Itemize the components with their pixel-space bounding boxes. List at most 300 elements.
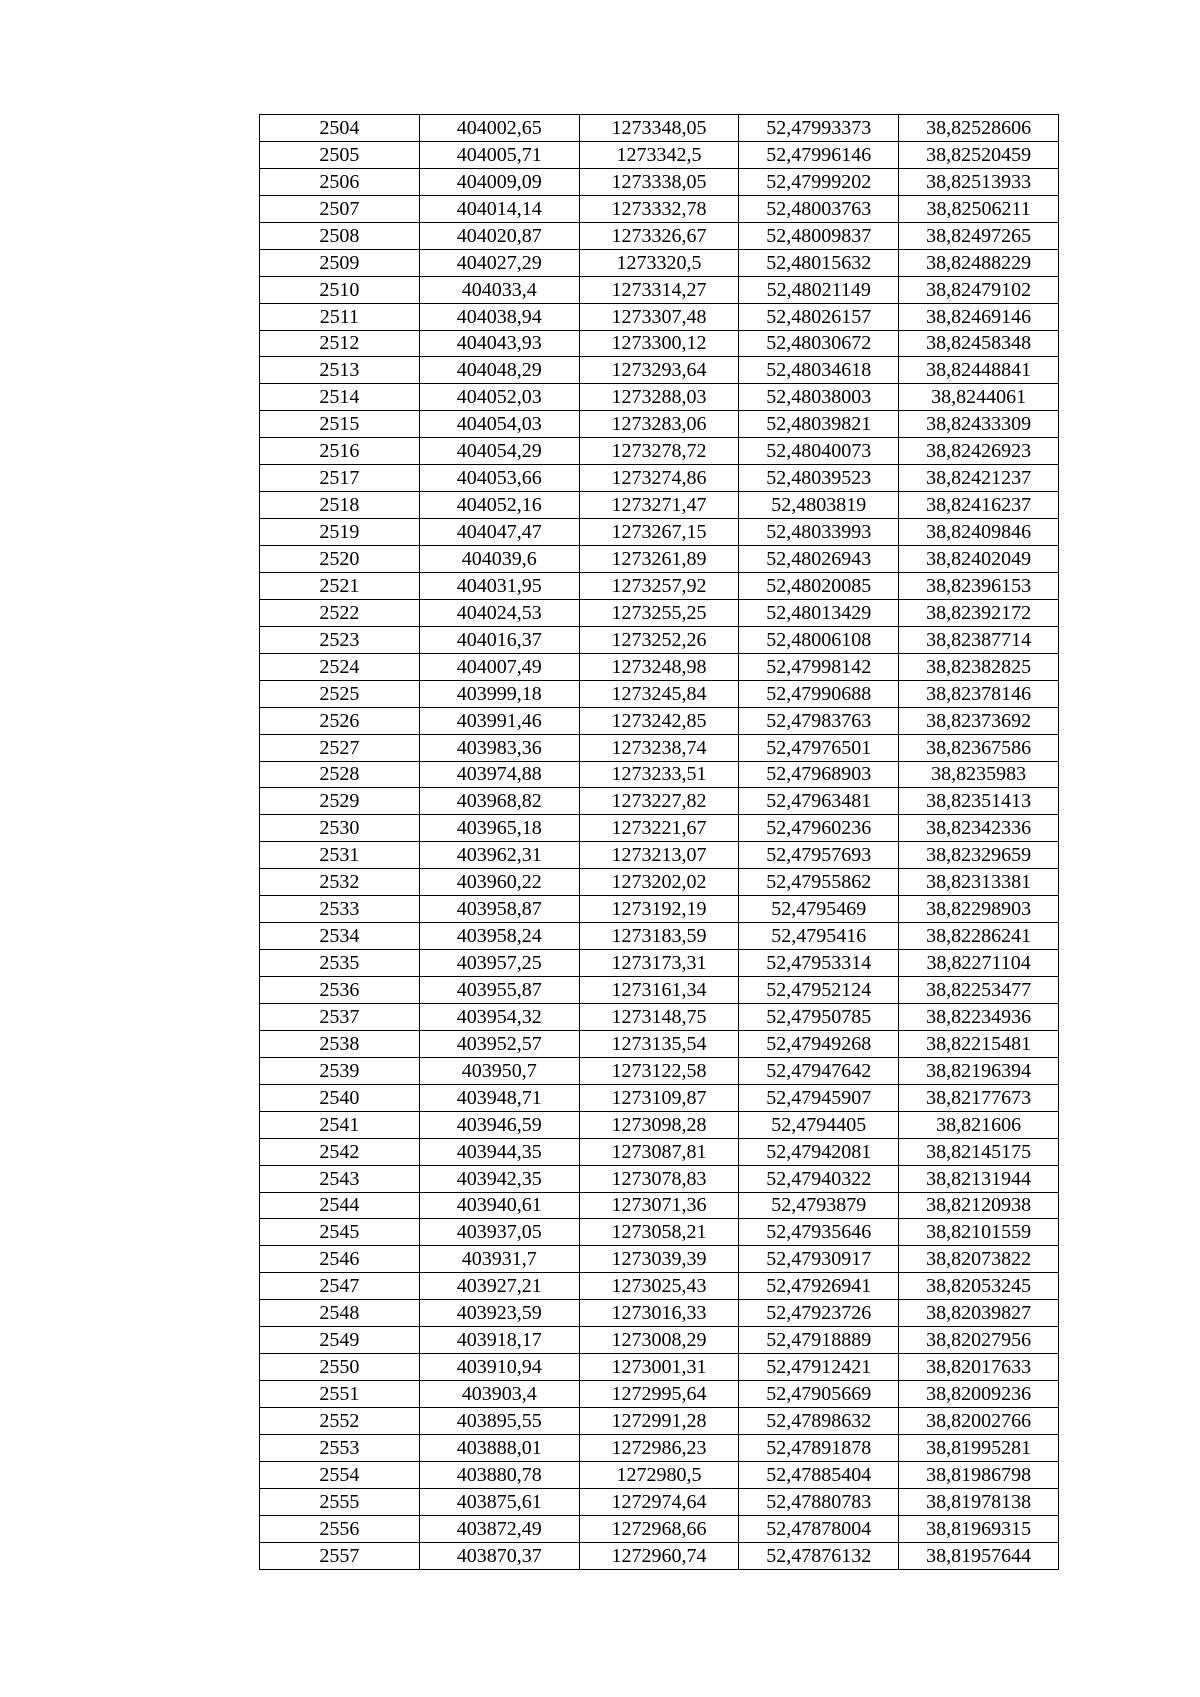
x-coordinate-cell: 403937,05 (419, 1219, 579, 1246)
x-coordinate-cell: 403991,46 (419, 707, 579, 734)
longitude-cell: 38,82009236 (899, 1381, 1059, 1408)
latitude-cell: 52,47953314 (739, 950, 899, 977)
table-row (260, 707, 1059, 734)
table-row (260, 653, 1059, 680)
y-coordinate-cell: 1272995,64 (579, 1381, 739, 1408)
longitude-cell: 38,82506211 (899, 195, 1059, 222)
y-coordinate-cell: 1273278,72 (579, 438, 739, 465)
table-row (260, 1003, 1059, 1030)
table-row (260, 842, 1059, 869)
longitude-cell: 38,82479102 (899, 276, 1059, 303)
x-coordinate-cell: 404048,29 (419, 357, 579, 384)
x-coordinate-cell: 404052,03 (419, 384, 579, 411)
point-number-cell: 2509 (260, 249, 420, 276)
longitude-cell: 38,81986798 (899, 1461, 1059, 1488)
y-coordinate-cell: 1273202,02 (579, 869, 739, 896)
latitude-cell: 52,47947642 (739, 1057, 899, 1084)
y-coordinate-cell: 1273238,74 (579, 734, 739, 761)
x-coordinate-cell: 404053,66 (419, 465, 579, 492)
point-number-cell: 2511 (260, 303, 420, 330)
latitude-cell: 52,47930917 (739, 1246, 899, 1273)
x-coordinate-cell: 403958,24 (419, 923, 579, 950)
latitude-cell: 52,47891878 (739, 1434, 899, 1461)
y-coordinate-cell: 1273338,05 (579, 168, 739, 195)
point-number-cell: 2546 (260, 1246, 420, 1273)
point-number-cell: 2551 (260, 1381, 420, 1408)
latitude-cell: 52,4794405 (739, 1111, 899, 1138)
table-row (260, 1246, 1059, 1273)
table-row (260, 869, 1059, 896)
point-number-cell: 2520 (260, 546, 420, 573)
y-coordinate-cell: 1273245,84 (579, 680, 739, 707)
table-row (260, 1057, 1059, 1084)
table-row (260, 384, 1059, 411)
table-row (260, 761, 1059, 788)
y-coordinate-cell: 1273183,59 (579, 923, 739, 950)
longitude-cell: 38,82313381 (899, 869, 1059, 896)
longitude-cell: 38,82027956 (899, 1327, 1059, 1354)
coordinates-table (259, 114, 1059, 1570)
table-row (260, 1273, 1059, 1300)
table-row (260, 1542, 1059, 1569)
x-coordinate-cell: 403942,35 (419, 1165, 579, 1192)
latitude-cell: 52,48033993 (739, 519, 899, 546)
latitude-cell: 52,48015632 (739, 249, 899, 276)
longitude-cell: 38,82131944 (899, 1165, 1059, 1192)
latitude-cell: 52,47996146 (739, 141, 899, 168)
table-row (260, 276, 1059, 303)
latitude-cell: 52,48039523 (739, 465, 899, 492)
x-coordinate-cell: 403999,18 (419, 680, 579, 707)
point-number-cell: 2541 (260, 1111, 420, 1138)
longitude-cell: 38,82488229 (899, 249, 1059, 276)
y-coordinate-cell: 1273213,07 (579, 842, 739, 869)
longitude-cell: 38,82497265 (899, 222, 1059, 249)
longitude-cell: 38,81995281 (899, 1434, 1059, 1461)
longitude-cell: 38,82520459 (899, 141, 1059, 168)
point-number-cell: 2518 (260, 492, 420, 519)
table-row (260, 1030, 1059, 1057)
latitude-cell: 52,47993373 (739, 115, 899, 142)
latitude-cell: 52,47990688 (739, 680, 899, 707)
point-number-cell: 2507 (260, 195, 420, 222)
longitude-cell: 38,82528606 (899, 115, 1059, 142)
longitude-cell: 38,82298903 (899, 896, 1059, 923)
point-number-cell: 2530 (260, 815, 420, 842)
latitude-cell: 52,47949268 (739, 1030, 899, 1057)
y-coordinate-cell: 1273348,05 (579, 115, 739, 142)
x-coordinate-cell: 403962,31 (419, 842, 579, 869)
point-number-cell: 2506 (260, 168, 420, 195)
table-row (260, 357, 1059, 384)
table-row (260, 1219, 1059, 1246)
latitude-cell: 52,48026157 (739, 303, 899, 330)
table-row (260, 411, 1059, 438)
x-coordinate-cell: 403952,57 (419, 1030, 579, 1057)
longitude-cell: 38,82387714 (899, 626, 1059, 653)
point-number-cell: 2547 (260, 1273, 420, 1300)
coordinates-table-body (260, 115, 1059, 1570)
latitude-cell: 52,47999202 (739, 168, 899, 195)
x-coordinate-cell: 403903,4 (419, 1381, 579, 1408)
point-number-cell: 2517 (260, 465, 420, 492)
table-row (260, 492, 1059, 519)
latitude-cell: 52,47998142 (739, 653, 899, 680)
longitude-cell: 38,82196394 (899, 1057, 1059, 1084)
longitude-cell: 38,82426923 (899, 438, 1059, 465)
point-number-cell: 2550 (260, 1354, 420, 1381)
point-number-cell: 2529 (260, 788, 420, 815)
x-coordinate-cell: 403968,82 (419, 788, 579, 815)
table-row (260, 465, 1059, 492)
table-row (260, 1381, 1059, 1408)
longitude-cell: 38,82120938 (899, 1192, 1059, 1219)
latitude-cell: 52,48013429 (739, 599, 899, 626)
y-coordinate-cell: 1273058,21 (579, 1219, 739, 1246)
table-row (260, 1192, 1059, 1219)
y-coordinate-cell: 1272991,28 (579, 1408, 739, 1435)
x-coordinate-cell: 403875,61 (419, 1488, 579, 1515)
latitude-cell: 52,48006108 (739, 626, 899, 653)
latitude-cell: 52,47926941 (739, 1273, 899, 1300)
x-coordinate-cell: 404016,37 (419, 626, 579, 653)
y-coordinate-cell: 1272974,64 (579, 1488, 739, 1515)
x-coordinate-cell: 403957,25 (419, 950, 579, 977)
x-coordinate-cell: 404024,53 (419, 599, 579, 626)
longitude-cell: 38,82513933 (899, 168, 1059, 195)
y-coordinate-cell: 1273248,98 (579, 653, 739, 680)
x-coordinate-cell: 403944,35 (419, 1138, 579, 1165)
table-row (260, 599, 1059, 626)
point-number-cell: 2554 (260, 1461, 420, 1488)
table-row (260, 115, 1059, 142)
longitude-cell: 38,82145175 (899, 1138, 1059, 1165)
table-row (260, 168, 1059, 195)
y-coordinate-cell: 1273314,27 (579, 276, 739, 303)
y-coordinate-cell: 1273227,82 (579, 788, 739, 815)
x-coordinate-cell: 403946,59 (419, 1111, 579, 1138)
y-coordinate-cell: 1273039,39 (579, 1246, 739, 1273)
point-number-cell: 2534 (260, 923, 420, 950)
longitude-cell: 38,82073822 (899, 1246, 1059, 1273)
x-coordinate-cell: 404031,95 (419, 572, 579, 599)
x-coordinate-cell: 403974,88 (419, 761, 579, 788)
y-coordinate-cell: 1272960,74 (579, 1542, 739, 1569)
latitude-cell: 52,48034618 (739, 357, 899, 384)
y-coordinate-cell: 1273257,92 (579, 572, 739, 599)
x-coordinate-cell: 404009,09 (419, 168, 579, 195)
x-coordinate-cell: 404043,93 (419, 330, 579, 357)
longitude-cell: 38,82215481 (899, 1030, 1059, 1057)
latitude-cell: 52,47885404 (739, 1461, 899, 1488)
x-coordinate-cell: 403888,01 (419, 1434, 579, 1461)
y-coordinate-cell: 1273300,12 (579, 330, 739, 357)
longitude-cell: 38,82458348 (899, 330, 1059, 357)
y-coordinate-cell: 1273071,36 (579, 1192, 739, 1219)
point-number-cell: 2536 (260, 977, 420, 1004)
latitude-cell: 52,48040073 (739, 438, 899, 465)
x-coordinate-cell: 403940,61 (419, 1192, 579, 1219)
y-coordinate-cell: 1273078,83 (579, 1165, 739, 1192)
latitude-cell: 52,48020085 (739, 572, 899, 599)
y-coordinate-cell: 1272968,66 (579, 1515, 739, 1542)
y-coordinate-cell: 1273332,78 (579, 195, 739, 222)
table-row (260, 1488, 1059, 1515)
longitude-cell: 38,82396153 (899, 572, 1059, 599)
table-row (260, 1434, 1059, 1461)
latitude-cell: 52,47942081 (739, 1138, 899, 1165)
latitude-cell: 52,4793879 (739, 1192, 899, 1219)
latitude-cell: 52,4803819 (739, 492, 899, 519)
y-coordinate-cell: 1273109,87 (579, 1084, 739, 1111)
longitude-cell: 38,82421237 (899, 465, 1059, 492)
table-row (260, 950, 1059, 977)
longitude-cell: 38,82433309 (899, 411, 1059, 438)
table-row (260, 1327, 1059, 1354)
point-number-cell: 2533 (260, 896, 420, 923)
point-number-cell: 2557 (260, 1542, 420, 1569)
longitude-cell: 38,82448841 (899, 357, 1059, 384)
table-row (260, 896, 1059, 923)
point-number-cell: 2519 (260, 519, 420, 546)
y-coordinate-cell: 1273342,5 (579, 141, 739, 168)
latitude-cell: 52,48021149 (739, 276, 899, 303)
point-number-cell: 2513 (260, 357, 420, 384)
point-number-cell: 2516 (260, 438, 420, 465)
point-number-cell: 2531 (260, 842, 420, 869)
y-coordinate-cell: 1273008,29 (579, 1327, 739, 1354)
latitude-cell: 52,48039821 (739, 411, 899, 438)
y-coordinate-cell: 1273274,86 (579, 465, 739, 492)
latitude-cell: 52,48030672 (739, 330, 899, 357)
point-number-cell: 2538 (260, 1030, 420, 1057)
longitude-cell: 38,82017633 (899, 1354, 1059, 1381)
point-number-cell: 2556 (260, 1515, 420, 1542)
point-number-cell: 2508 (260, 222, 420, 249)
latitude-cell: 52,47963481 (739, 788, 899, 815)
longitude-cell: 38,82286241 (899, 923, 1059, 950)
latitude-cell: 52,47912421 (739, 1354, 899, 1381)
x-coordinate-cell: 403923,59 (419, 1300, 579, 1327)
point-number-cell: 2549 (260, 1327, 420, 1354)
y-coordinate-cell: 1273161,34 (579, 977, 739, 1004)
x-coordinate-cell: 403948,71 (419, 1084, 579, 1111)
longitude-cell: 38,821606 (899, 1111, 1059, 1138)
table-row (260, 222, 1059, 249)
point-number-cell: 2505 (260, 141, 420, 168)
table-row (260, 1111, 1059, 1138)
longitude-cell: 38,82392172 (899, 599, 1059, 626)
y-coordinate-cell: 1272980,5 (579, 1461, 739, 1488)
table-row (260, 1084, 1059, 1111)
point-number-cell: 2555 (260, 1488, 420, 1515)
longitude-cell: 38,81969315 (899, 1515, 1059, 1542)
x-coordinate-cell: 403927,21 (419, 1273, 579, 1300)
y-coordinate-cell: 1273221,67 (579, 815, 739, 842)
table-row (260, 1461, 1059, 1488)
y-coordinate-cell: 1273283,06 (579, 411, 739, 438)
x-coordinate-cell: 403880,78 (419, 1461, 579, 1488)
point-number-cell: 2504 (260, 115, 420, 142)
table-row (260, 788, 1059, 815)
longitude-cell: 38,82002766 (899, 1408, 1059, 1435)
x-coordinate-cell: 403958,87 (419, 896, 579, 923)
x-coordinate-cell: 403872,49 (419, 1515, 579, 1542)
y-coordinate-cell: 1273016,33 (579, 1300, 739, 1327)
table-row (260, 438, 1059, 465)
x-coordinate-cell: 404047,47 (419, 519, 579, 546)
point-number-cell: 2552 (260, 1408, 420, 1435)
latitude-cell: 52,47945907 (739, 1084, 899, 1111)
y-coordinate-cell: 1273135,54 (579, 1030, 739, 1057)
latitude-cell: 52,47898632 (739, 1408, 899, 1435)
table-row (260, 1138, 1059, 1165)
longitude-cell: 38,82367586 (899, 734, 1059, 761)
longitude-cell: 38,82409846 (899, 519, 1059, 546)
latitude-cell: 52,47918889 (739, 1327, 899, 1354)
y-coordinate-cell: 1273320,5 (579, 249, 739, 276)
longitude-cell: 38,81978138 (899, 1488, 1059, 1515)
y-coordinate-cell: 1273025,43 (579, 1273, 739, 1300)
x-coordinate-cell: 403965,18 (419, 815, 579, 842)
y-coordinate-cell: 1273326,67 (579, 222, 739, 249)
y-coordinate-cell: 1273293,64 (579, 357, 739, 384)
x-coordinate-cell: 404033,4 (419, 276, 579, 303)
table-row (260, 546, 1059, 573)
longitude-cell: 38,82329659 (899, 842, 1059, 869)
longitude-cell: 38,82382825 (899, 653, 1059, 680)
table-row (260, 680, 1059, 707)
x-coordinate-cell: 403870,37 (419, 1542, 579, 1569)
longitude-cell: 38,82053245 (899, 1273, 1059, 1300)
point-number-cell: 2521 (260, 572, 420, 599)
table-row (260, 249, 1059, 276)
point-number-cell: 2548 (260, 1300, 420, 1327)
latitude-cell: 52,47968903 (739, 761, 899, 788)
longitude-cell: 38,82253477 (899, 977, 1059, 1004)
y-coordinate-cell: 1273261,89 (579, 546, 739, 573)
point-number-cell: 2540 (260, 1084, 420, 1111)
latitude-cell: 52,48026943 (739, 546, 899, 573)
x-coordinate-cell: 403895,55 (419, 1408, 579, 1435)
point-number-cell: 2527 (260, 734, 420, 761)
y-coordinate-cell: 1273192,19 (579, 896, 739, 923)
x-coordinate-cell: 404014,14 (419, 195, 579, 222)
x-coordinate-cell: 404007,49 (419, 653, 579, 680)
point-number-cell: 2524 (260, 653, 420, 680)
table-row (260, 572, 1059, 599)
longitude-cell: 38,81957644 (899, 1542, 1059, 1569)
x-coordinate-cell: 404054,29 (419, 438, 579, 465)
table-row (260, 977, 1059, 1004)
point-number-cell: 2553 (260, 1434, 420, 1461)
x-coordinate-cell: 404020,87 (419, 222, 579, 249)
latitude-cell: 52,47983763 (739, 707, 899, 734)
latitude-cell: 52,47940322 (739, 1165, 899, 1192)
x-coordinate-cell: 404039,6 (419, 546, 579, 573)
y-coordinate-cell: 1273288,03 (579, 384, 739, 411)
longitude-cell: 38,82469146 (899, 303, 1059, 330)
table-row (260, 1408, 1059, 1435)
longitude-cell: 38,82271104 (899, 950, 1059, 977)
table-row (260, 1354, 1059, 1381)
point-number-cell: 2514 (260, 384, 420, 411)
point-number-cell: 2542 (260, 1138, 420, 1165)
latitude-cell: 52,47976501 (739, 734, 899, 761)
table-row (260, 195, 1059, 222)
latitude-cell: 52,47905669 (739, 1381, 899, 1408)
longitude-cell: 38,82101559 (899, 1219, 1059, 1246)
latitude-cell: 52,47876132 (739, 1542, 899, 1569)
y-coordinate-cell: 1273233,51 (579, 761, 739, 788)
x-coordinate-cell: 403954,32 (419, 1003, 579, 1030)
longitude-cell: 38,82342336 (899, 815, 1059, 842)
longitude-cell: 38,82177673 (899, 1084, 1059, 1111)
longitude-cell: 38,82378146 (899, 680, 1059, 707)
longitude-cell: 38,82402049 (899, 546, 1059, 573)
y-coordinate-cell: 1273087,81 (579, 1138, 739, 1165)
latitude-cell: 52,47935646 (739, 1219, 899, 1246)
point-number-cell: 2532 (260, 869, 420, 896)
latitude-cell: 52,4795416 (739, 923, 899, 950)
x-coordinate-cell: 403983,36 (419, 734, 579, 761)
x-coordinate-cell: 404005,71 (419, 141, 579, 168)
latitude-cell: 52,47957693 (739, 842, 899, 869)
y-coordinate-cell: 1273148,75 (579, 1003, 739, 1030)
table-row (260, 303, 1059, 330)
table-row (260, 141, 1059, 168)
longitude-cell: 38,82416237 (899, 492, 1059, 519)
longitude-cell: 38,8244061 (899, 384, 1059, 411)
point-number-cell: 2539 (260, 1057, 420, 1084)
point-number-cell: 2512 (260, 330, 420, 357)
latitude-cell: 52,48038003 (739, 384, 899, 411)
point-number-cell: 2525 (260, 680, 420, 707)
latitude-cell: 52,47952124 (739, 977, 899, 1004)
y-coordinate-cell: 1273242,85 (579, 707, 739, 734)
table-row (260, 815, 1059, 842)
point-number-cell: 2537 (260, 1003, 420, 1030)
point-number-cell: 2510 (260, 276, 420, 303)
table-row (260, 1300, 1059, 1327)
y-coordinate-cell: 1273307,48 (579, 303, 739, 330)
latitude-cell: 52,48009837 (739, 222, 899, 249)
y-coordinate-cell: 1273271,47 (579, 492, 739, 519)
latitude-cell: 52,47950785 (739, 1003, 899, 1030)
table-row (260, 734, 1059, 761)
y-coordinate-cell: 1273122,58 (579, 1057, 739, 1084)
y-coordinate-cell: 1273001,31 (579, 1354, 739, 1381)
x-coordinate-cell: 403918,17 (419, 1327, 579, 1354)
latitude-cell: 52,47923726 (739, 1300, 899, 1327)
longitude-cell: 38,82373692 (899, 707, 1059, 734)
latitude-cell: 52,47955862 (739, 869, 899, 896)
latitude-cell: 52,47878004 (739, 1515, 899, 1542)
x-coordinate-cell: 404002,65 (419, 115, 579, 142)
y-coordinate-cell: 1272986,23 (579, 1434, 739, 1461)
x-coordinate-cell: 403950,7 (419, 1057, 579, 1084)
x-coordinate-cell: 403910,94 (419, 1354, 579, 1381)
y-coordinate-cell: 1273252,26 (579, 626, 739, 653)
table-row (260, 519, 1059, 546)
point-number-cell: 2515 (260, 411, 420, 438)
x-coordinate-cell: 403960,22 (419, 869, 579, 896)
point-number-cell: 2535 (260, 950, 420, 977)
point-number-cell: 2545 (260, 1219, 420, 1246)
x-coordinate-cell: 404027,29 (419, 249, 579, 276)
point-number-cell: 2526 (260, 707, 420, 734)
point-number-cell: 2523 (260, 626, 420, 653)
